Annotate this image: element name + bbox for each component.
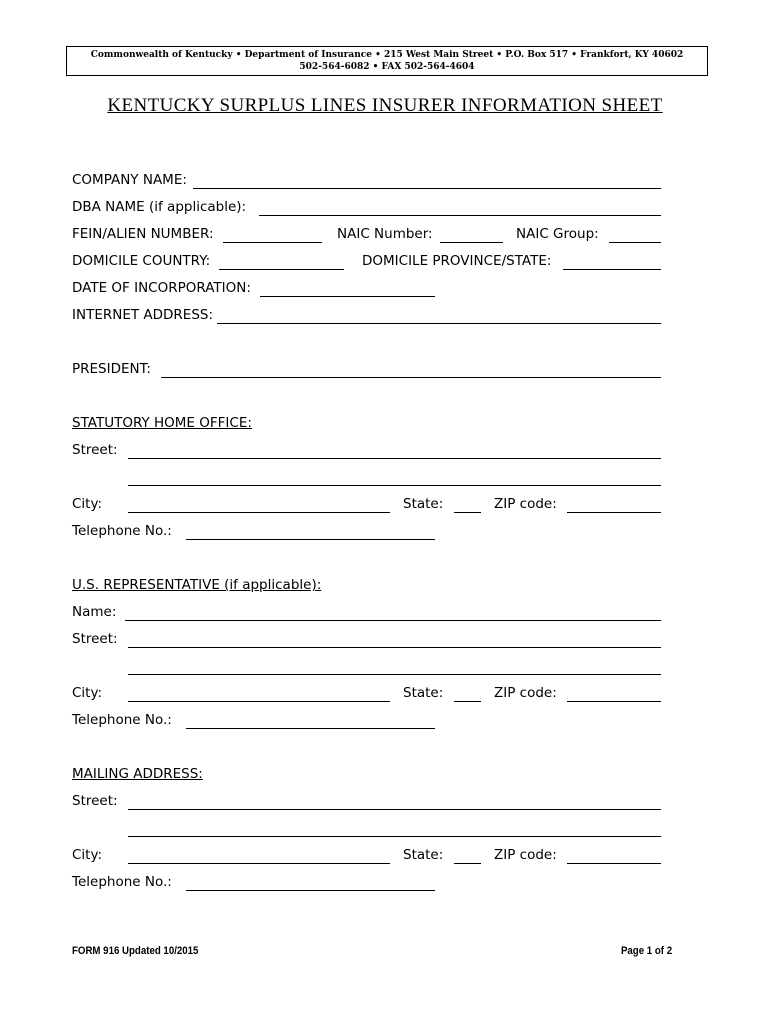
mailing-city-field[interactable] <box>128 863 390 864</box>
internet-address-label: INTERNET ADDRESS: <box>72 307 214 323</box>
mailing-telephone-field[interactable] <box>186 890 435 891</box>
home-office-telephone-label: Telephone No.: <box>72 523 172 539</box>
domicile-country-field[interactable] <box>219 269 344 270</box>
us-rep-city-label: City: <box>72 685 103 701</box>
us-rep-telephone-field[interactable] <box>186 728 435 729</box>
mailing-telephone-label: Telephone No.: <box>72 874 172 890</box>
home-office-state-field[interactable] <box>454 512 481 513</box>
mailing-state-field[interactable] <box>454 863 481 864</box>
home-office-zip-label: ZIP code: <box>494 496 557 512</box>
header-address-line: Commonwealth of Kentucky • Department of Insurance • 215 West Main Street • P.O. Box 517 • Frankfort, KY 40602 <box>90 50 684 60</box>
home-office-street-field-2[interactable] <box>128 485 661 486</box>
naic-group-field[interactable] <box>609 242 661 243</box>
mailing-zip-field[interactable] <box>567 863 661 864</box>
fein-field[interactable] <box>223 242 322 243</box>
us-rep-street-label: Street: <box>72 631 118 647</box>
us-rep-street-field-2[interactable] <box>128 674 661 675</box>
us-rep-name-label: Name: <box>72 604 117 620</box>
fein-label: FEIN/ALIEN NUMBER: <box>72 226 214 242</box>
home-office-city-label: City: <box>72 496 103 512</box>
home-office-heading: STATUTORY HOME OFFICE: <box>72 415 252 431</box>
company-name-field[interactable] <box>193 188 661 189</box>
us-rep-name-field[interactable] <box>125 620 661 621</box>
internet-address-field[interactable] <box>217 323 661 324</box>
page-title: KENTUCKY SURPLUS LINES INSURER INFORMATION SHEET <box>107 95 663 116</box>
us-rep-city-field[interactable] <box>128 701 390 702</box>
page-number: Page 1 of 2 <box>620 945 672 957</box>
home-office-city-field[interactable] <box>128 512 390 513</box>
us-rep-state-field[interactable] <box>454 701 481 702</box>
president-field[interactable] <box>161 377 661 378</box>
mailing-street-field[interactable] <box>128 809 661 810</box>
mailing-state-label: State: <box>403 847 444 863</box>
mailing-city-label: City: <box>72 847 103 863</box>
company-name-label: COMPANY NAME: <box>72 172 187 188</box>
domicile-province-label: DOMICILE PROVINCE/STATE: <box>362 253 552 269</box>
domicile-province-field[interactable] <box>563 269 661 270</box>
home-office-state-label: State: <box>403 496 444 512</box>
us-rep-state-label: State: <box>403 685 444 701</box>
form-number: FORM 916 Updated 10/2015 <box>72 945 199 957</box>
domicile-country-label: DOMICILE COUNTRY: <box>72 253 211 269</box>
mailing-street-field-2[interactable] <box>128 836 661 837</box>
naic-group-label: NAIC Group: <box>516 226 599 242</box>
date-incorporation-label: DATE OF INCORPORATION: <box>72 280 251 296</box>
home-office-street-label: Street: <box>72 442 118 458</box>
header-phone-line: 502-564-6082 • FAX 502-564-4604 <box>299 62 475 72</box>
us-rep-zip-field[interactable] <box>567 701 661 702</box>
naic-number-label: NAIC Number: <box>337 226 433 242</box>
president-label: PRESIDENT: <box>72 361 151 377</box>
home-office-telephone-field[interactable] <box>186 539 435 540</box>
us-rep-zip-label: ZIP code: <box>494 685 557 701</box>
dba-name-field[interactable] <box>259 215 661 216</box>
department-header <box>66 46 708 76</box>
us-rep-street-field[interactable] <box>128 647 661 648</box>
home-office-street-field[interactable] <box>128 458 661 459</box>
naic-number-field[interactable] <box>440 242 503 243</box>
mailing-street-label: Street: <box>72 793 118 809</box>
home-office-zip-field[interactable] <box>567 512 661 513</box>
mailing-heading: MAILING ADDRESS: <box>72 766 203 782</box>
mailing-zip-label: ZIP code: <box>494 847 557 863</box>
date-incorporation-field[interactable] <box>260 296 435 297</box>
us-rep-heading: U.S. REPRESENTATIVE (if applicable): <box>72 577 322 593</box>
us-rep-telephone-label: Telephone No.: <box>72 712 172 728</box>
dba-name-label: DBA NAME (if applicable): <box>72 199 247 215</box>
